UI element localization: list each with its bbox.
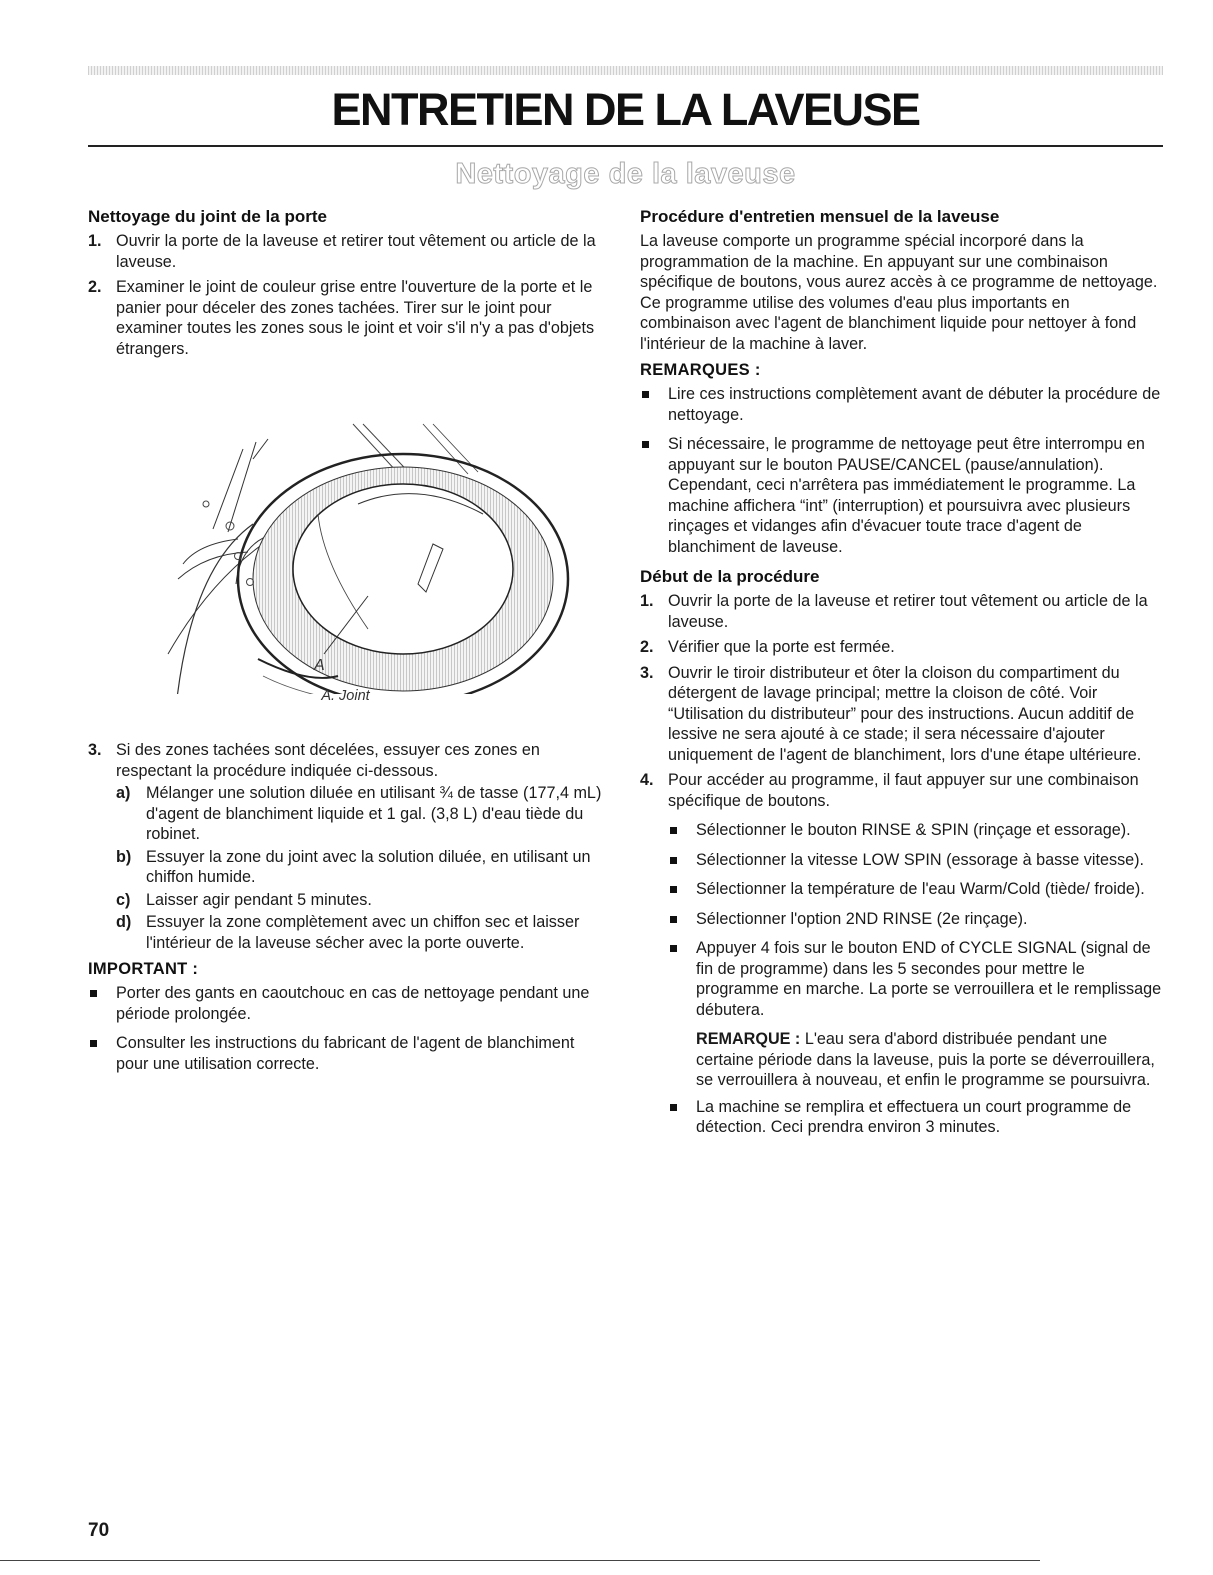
right-column bbox=[640, 206, 1162, 1147]
step-number: 3. bbox=[640, 663, 654, 682]
left-step-3 bbox=[88, 740, 603, 953]
step-number: 2. bbox=[88, 278, 102, 296]
important-heading: IMPORTANT : bbox=[88, 960, 199, 978]
substep-list bbox=[116, 783, 603, 953]
important-bullet: Porter des gants en caoutchouc en cas de nettoyage pendant une période prolongée. bbox=[88, 983, 603, 1024]
figure-callout: A bbox=[314, 657, 325, 674]
substep-letter: c) bbox=[116, 890, 131, 909]
combination-bullet: Sélectionner l'option 2ND RINSE (2e rinçage). bbox=[668, 909, 1162, 930]
combination-bullet: Appuyer 4 fois sur le bouton END of CYCLE SIGNAL (signal de fin de programme) dans les 5 secondes pour mettre le programme en marche. La porte se verrouillera et le remplissage débutera. bbox=[668, 938, 1162, 1020]
title-rule bbox=[88, 145, 1163, 147]
right-step-3 bbox=[640, 663, 1162, 766]
right-step-2 bbox=[640, 637, 1162, 658]
substep-letter: d) bbox=[116, 913, 132, 931]
step-number: 1. bbox=[640, 592, 654, 610]
figure-caption: A. Joint bbox=[321, 688, 370, 704]
right-step-4 bbox=[640, 770, 1162, 1138]
bottom-rule bbox=[0, 1560, 1040, 1561]
substep-c bbox=[116, 890, 603, 911]
right-step-1 bbox=[640, 591, 1162, 632]
remarque-bullet: Si nécessaire, le programme de nettoyage peut être interrompu en appuyant sur le bouton PAUSE/CANCEL (pause/annulation). Cependant, ceci n'arrêtera pas immédiatement le programme. La machine affichera “int” (interruption) et poursuivra avec plusieurs rinçages et vidanges afin d'évacuer toute trace d'agent de blanchiment de laveuse. bbox=[640, 434, 1162, 557]
substep-text: Mélanger une solution diluée en utilisant ¾ de tasse (177,4 mL) d'agent de blanchiment liquide et 1 gal. (3,8 L) d'eau tiède du robinet. bbox=[146, 784, 602, 843]
note-text: L'eau sera d'abord distribuée pendant une certaine période dans la laveuse, puis la porte se déverrouillera, se verrouillera à nouveau, et enfin le programme se poursuivra. bbox=[696, 1030, 1155, 1089]
debut-heading: Début de la procédure bbox=[640, 567, 820, 586]
page-number: 70 bbox=[88, 1520, 110, 1541]
step-text: Ouvrir le tiroir distributeur et ôter la cloison du compartiment du détergent de lavage principal; mettre la cloison de côté. Voir “Utilisation du distributeur” pour des instructions. Aucun additif de lessive ne sera ajouté à ce stade; il sera nécessaire d'ajouter uniquement de l'agent de blanchiment, lors d'une étape ultérieure. bbox=[668, 663, 1142, 764]
remarque-note bbox=[668, 1029, 1162, 1091]
intro-paragraph: La laveuse comporte un programme spécial incorporé dans la programmation de la machine. En appuyant sur une combinaison spécifique de boutons, vous aurez accès à ce programme de nettoyage. Ce programme utilise des volumes d'eau plus importants en combinaison avec l'agent de blanchiment liquide pour nettoyer à fond l'intérieur de la machine à laver. bbox=[640, 232, 1158, 353]
step-number: 1. bbox=[88, 232, 102, 250]
step-number: 4. bbox=[640, 771, 654, 789]
combination-bullet: Sélectionner la vitesse LOW SPIN (essorage à basse vitesse). bbox=[668, 850, 1162, 871]
step-text: Ouvrir la porte de la laveuse et retirer tout vêtement ou article de la laveuse. bbox=[668, 592, 1148, 631]
remarque-bullet: Lire ces instructions complètement avant de débuter la procédure de nettoyage. bbox=[640, 384, 1162, 425]
page-title: ENTRETIEN DE LA LAVEUSE bbox=[331, 84, 920, 135]
note-label: REMARQUE : bbox=[696, 1030, 801, 1048]
substep-text: Essuyer la zone du joint avec la solution diluée, en utilisant un chiffon humide. bbox=[146, 847, 591, 886]
button-combination-list bbox=[668, 820, 1162, 1138]
substep-letter: b) bbox=[116, 847, 132, 866]
section-title: Nettoyage de la laveuse bbox=[455, 158, 796, 190]
left-column bbox=[88, 206, 603, 1083]
step-text: Examiner le joint de couleur grise entre l'ouverture de la porte et le panier pour déceler des zones tachées. Tirer sur le joint pour examiner toutes les zones sous le joint et voir s'il n'y a pas d'objets étrangers. bbox=[116, 278, 595, 358]
substep-text: Essuyer la zone complètement avec un chiffon sec et laisser l'intérieur de la laveuse sécher avec la porte ouverte. bbox=[146, 913, 580, 952]
left-step-2 bbox=[88, 277, 603, 359]
step-number: 2. bbox=[640, 638, 654, 656]
substep-letter: a) bbox=[116, 784, 131, 802]
door-seal-figure bbox=[88, 364, 603, 734]
remarques-heading: REMARQUES : bbox=[640, 361, 761, 379]
important-bullet: Consulter les instructions du fabricant de l'agent de blanchiment pour une utilisation correcte. bbox=[88, 1033, 603, 1074]
right-heading: Procédure d'entretien mensuel de la laveuse bbox=[640, 207, 1000, 226]
step-text: Si des zones tachées sont décelées, essuyer ces zones en respectant la procédure indiquée ci-dessous. bbox=[116, 741, 540, 780]
substep-d bbox=[116, 912, 603, 953]
substep-a bbox=[116, 783, 603, 845]
substep-b bbox=[116, 847, 603, 888]
step-text: Vérifier que la porte est fermée. bbox=[668, 638, 895, 656]
decorative-top-band bbox=[88, 66, 1163, 75]
left-heading: Nettoyage du joint de la porte bbox=[88, 207, 327, 226]
substep-text: Laisser agir pendant 5 minutes. bbox=[146, 890, 372, 909]
combination-bullet: Sélectionner le bouton RINSE & SPIN (rinçage et essorage). bbox=[668, 820, 1162, 841]
step-text: Ouvrir la porte de la laveuse et retirer tout vêtement ou article de la laveuse. bbox=[116, 232, 596, 271]
step-number: 3. bbox=[88, 741, 102, 759]
step-text: Pour accéder au programme, il faut appuyer sur une combinaison spécifique de boutons. bbox=[668, 771, 1139, 810]
washer-seal-illustration bbox=[88, 364, 603, 694]
combination-bullet: La machine se remplira et effectuera un court programme de détection. Ceci prendra environ 3 minutes. bbox=[668, 1097, 1162, 1138]
left-step-1 bbox=[88, 231, 603, 272]
combination-bullet: Sélectionner la température de l'eau Warm/Cold (tiède/ froide). bbox=[668, 879, 1162, 900]
